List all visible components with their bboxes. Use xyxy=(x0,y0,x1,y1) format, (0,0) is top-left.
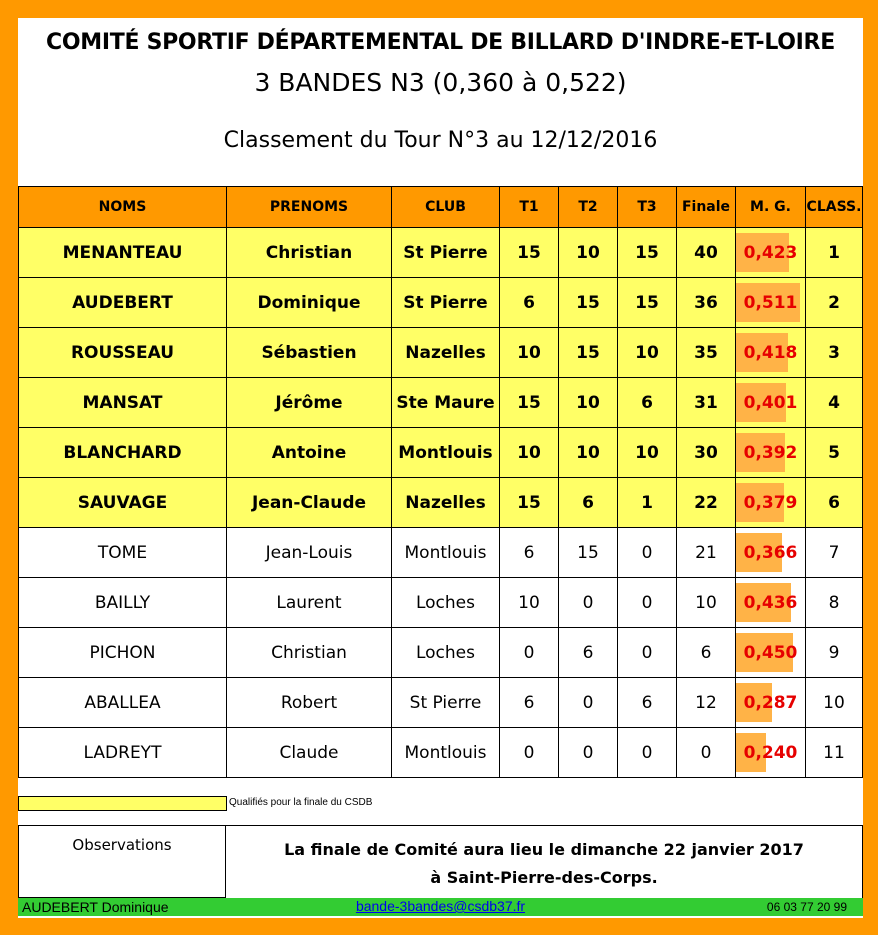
category-subtitle: 3 BANDES N3 (0,360 à 0,522) xyxy=(254,68,627,97)
cell-mg xyxy=(736,378,806,428)
table-row xyxy=(19,728,863,778)
table-body xyxy=(19,228,863,778)
cell-t2: 15 xyxy=(559,528,618,578)
cell-nom: LADREYT xyxy=(19,728,227,778)
footer-bar xyxy=(18,898,863,916)
cell-t2: 0 xyxy=(559,678,618,728)
cell-classement: 5 xyxy=(806,428,863,478)
cell-finale: 12 xyxy=(677,678,736,728)
cell-t2: 15 xyxy=(559,328,618,378)
cell-club: Montlouis xyxy=(392,728,500,778)
cell-finale: 36 xyxy=(677,278,736,328)
cell-club: Loches xyxy=(392,578,500,628)
cell-prenom: Jean-Claude xyxy=(227,478,392,528)
footer-email-link[interactable]: bande-3bandes@csdb37.fr xyxy=(355,898,526,914)
col-header-prenoms: PRENOMS xyxy=(227,187,392,228)
col-header-class: CLASS. xyxy=(806,187,863,228)
cell-mg xyxy=(736,678,806,728)
ranking-sheet xyxy=(18,18,863,918)
observations-label: Observations xyxy=(18,825,226,866)
cell-club: Nazelles xyxy=(392,328,500,378)
cell-t3: 0 xyxy=(618,528,677,578)
cell-club: St Pierre xyxy=(392,678,500,728)
cell-nom: ABALLEA xyxy=(19,678,227,728)
cell-t3: 6 xyxy=(618,378,677,428)
committee-title: COMITÉ SPORTIF DÉPARTEMENTAL DE BILLARD D'INDRE-ET-LOIRE xyxy=(46,30,835,55)
table-row xyxy=(19,328,863,378)
cell-mg xyxy=(736,628,806,678)
mg-value: 0,418 xyxy=(743,342,798,363)
mg-value: 0,423 xyxy=(743,242,798,263)
cell-prenom: Antoine xyxy=(227,428,392,478)
cell-t3: 0 xyxy=(618,578,677,628)
cell-t2: 0 xyxy=(559,578,618,628)
cell-t1: 6 xyxy=(500,528,559,578)
cell-t2: 10 xyxy=(559,228,618,278)
cell-mg xyxy=(736,228,806,278)
cell-classement: 7 xyxy=(806,528,863,578)
cell-t3: 10 xyxy=(618,328,677,378)
mg-value: 0,287 xyxy=(743,692,798,713)
cell-classement: 8 xyxy=(806,578,863,628)
mg-value: 0,511 xyxy=(743,292,798,313)
col-header-mg: M. G. xyxy=(736,187,806,228)
table-row xyxy=(19,428,863,478)
mg-value: 0,450 xyxy=(743,642,798,663)
table-row xyxy=(19,478,863,528)
cell-t1: 0 xyxy=(500,628,559,678)
col-header-noms: NOMS xyxy=(19,187,227,228)
cell-nom: MANSAT xyxy=(19,378,227,428)
mg-value: 0,392 xyxy=(743,442,798,463)
cell-nom: TOME xyxy=(19,528,227,578)
cell-t1: 15 xyxy=(500,478,559,528)
cell-nom: PICHON xyxy=(19,628,227,678)
col-header-t1: T1 xyxy=(500,187,559,228)
table-row xyxy=(19,528,863,578)
cell-club: Montlouis xyxy=(392,528,500,578)
cell-classement: 1 xyxy=(806,228,863,278)
cell-t3: 0 xyxy=(618,628,677,678)
cell-prenom: Laurent xyxy=(227,578,392,628)
footer-phone: 06 03 77 20 99 xyxy=(766,900,847,914)
cell-t3: 6 xyxy=(618,678,677,728)
cell-classement: 6 xyxy=(806,478,863,528)
cell-finale: 10 xyxy=(677,578,736,628)
cell-t1: 10 xyxy=(500,578,559,628)
cell-club: Ste Maure xyxy=(392,378,500,428)
table-header-row xyxy=(19,187,863,228)
table-row xyxy=(19,578,863,628)
col-header-t3: T3 xyxy=(618,187,677,228)
cell-t3: 0 xyxy=(618,728,677,778)
note-line-2: à Saint-Pierre-des-Corps. xyxy=(430,868,658,887)
note-line-1: La finale de Comité aura lieu le dimanche 22 janvier 2017 xyxy=(284,840,804,859)
cell-classement: 10 xyxy=(806,678,863,728)
cell-club: St Pierre xyxy=(392,278,500,328)
cell-t1: 10 xyxy=(500,428,559,478)
legend-swatch xyxy=(18,796,227,811)
ranking-table xyxy=(18,186,863,778)
col-header-finale: Finale xyxy=(677,187,736,228)
cell-t1: 10 xyxy=(500,328,559,378)
cell-finale: 35 xyxy=(677,328,736,378)
cell-finale: 22 xyxy=(677,478,736,528)
cell-club: St Pierre xyxy=(392,228,500,278)
cell-nom: BAILLY xyxy=(19,578,227,628)
observations-empty-cell xyxy=(18,864,226,898)
footer-author: AUDEBERT Dominique xyxy=(22,899,169,915)
cell-t3: 15 xyxy=(618,228,677,278)
cell-t2: 10 xyxy=(559,378,618,428)
mg-value: 0,379 xyxy=(743,492,798,513)
cell-prenom: Robert xyxy=(227,678,392,728)
ranking-title: Classement du Tour N°3 au 12/12/2016 xyxy=(223,128,658,153)
cell-t2: 6 xyxy=(559,628,618,678)
cell-prenom: Christian xyxy=(227,628,392,678)
cell-mg xyxy=(736,478,806,528)
cell-mg xyxy=(736,328,806,378)
col-header-club: CLUB xyxy=(392,187,500,228)
cell-club: Loches xyxy=(392,628,500,678)
cell-t1: 15 xyxy=(500,228,559,278)
cell-prenom: Jean-Louis xyxy=(227,528,392,578)
observations-note xyxy=(225,825,863,899)
cell-t3: 15 xyxy=(618,278,677,328)
cell-t1: 0 xyxy=(500,728,559,778)
cell-t2: 10 xyxy=(559,428,618,478)
cell-t3: 1 xyxy=(618,478,677,528)
cell-classement: 3 xyxy=(806,328,863,378)
col-header-t2: T2 xyxy=(559,187,618,228)
cell-mg xyxy=(736,528,806,578)
cell-club: Nazelles xyxy=(392,478,500,528)
cell-finale: 30 xyxy=(677,428,736,478)
cell-t2: 0 xyxy=(559,728,618,778)
cell-classement: 9 xyxy=(806,628,863,678)
table-row xyxy=(19,228,863,278)
cell-t1: 15 xyxy=(500,378,559,428)
cell-club: Montlouis xyxy=(392,428,500,478)
cell-mg xyxy=(736,578,806,628)
cell-nom: ROUSSEAU xyxy=(19,328,227,378)
cell-prenom: Dominique xyxy=(227,278,392,328)
cell-prenom: Sébastien xyxy=(227,328,392,378)
mg-value: 0,366 xyxy=(743,542,798,563)
cell-mg xyxy=(736,278,806,328)
cell-t3: 10 xyxy=(618,428,677,478)
cell-classement: 11 xyxy=(806,728,863,778)
cell-nom: AUDEBERT xyxy=(19,278,227,328)
cell-finale: 0 xyxy=(677,728,736,778)
cell-finale: 21 xyxy=(677,528,736,578)
mg-value: 0,240 xyxy=(743,742,798,763)
table-row xyxy=(19,378,863,428)
cell-mg xyxy=(736,428,806,478)
legend-label: Qualifiés pour la finale du CSDB xyxy=(229,797,373,808)
cell-t1: 6 xyxy=(500,678,559,728)
cell-prenom: Christian xyxy=(227,228,392,278)
cell-t2: 15 xyxy=(559,278,618,328)
table-row xyxy=(19,678,863,728)
cell-nom: MENANTEAU xyxy=(19,228,227,278)
cell-mg xyxy=(736,728,806,778)
cell-prenom: Jérôme xyxy=(227,378,392,428)
cell-t1: 6 xyxy=(500,278,559,328)
table-row xyxy=(19,278,863,328)
cell-nom: SAUVAGE xyxy=(19,478,227,528)
mg-value: 0,401 xyxy=(743,392,798,413)
cell-t2: 6 xyxy=(559,478,618,528)
cell-finale: 40 xyxy=(677,228,736,278)
cell-finale: 31 xyxy=(677,378,736,428)
cell-classement: 2 xyxy=(806,278,863,328)
cell-prenom: Claude xyxy=(227,728,392,778)
mg-value: 0,436 xyxy=(743,592,798,613)
cell-nom: BLANCHARD xyxy=(19,428,227,478)
cell-classement: 4 xyxy=(806,378,863,428)
table-row xyxy=(19,628,863,678)
cell-finale: 6 xyxy=(677,628,736,678)
